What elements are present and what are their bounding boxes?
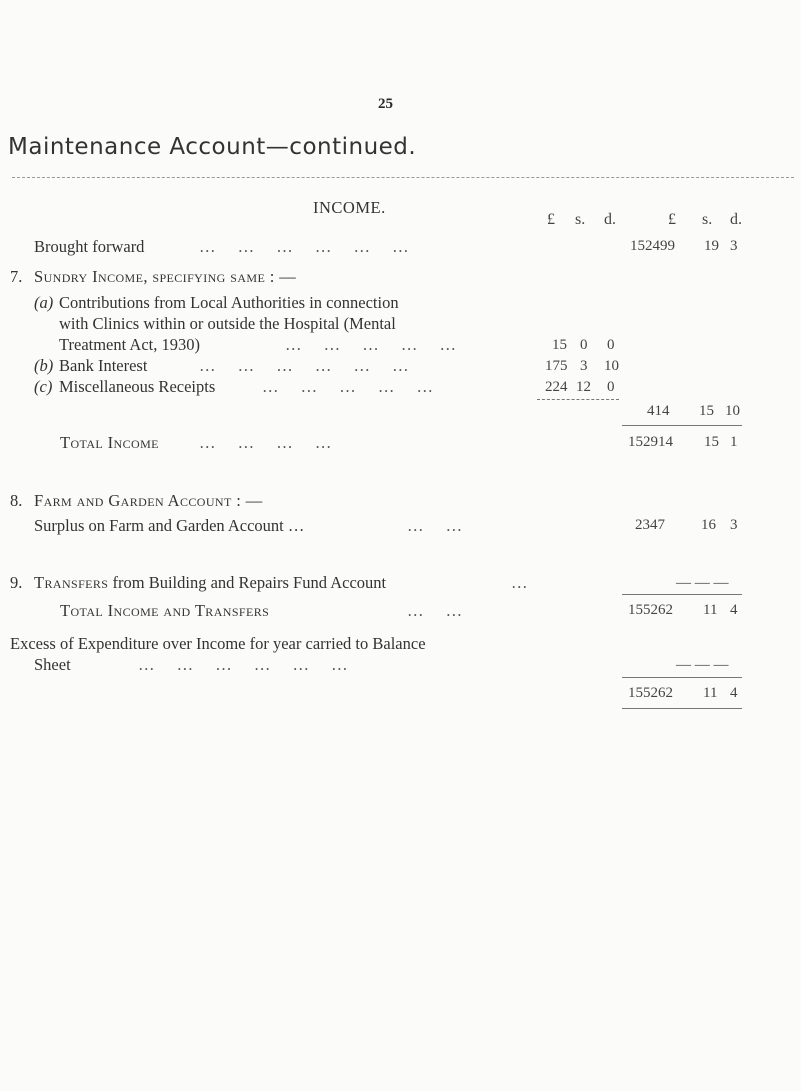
income-heading: INCOME.	[313, 198, 386, 217]
col2-pence-header: d.	[730, 211, 742, 228]
total-transfers-pence: 4	[730, 602, 738, 618]
excess-dots: … … … … … …	[138, 655, 357, 674]
total-income-shillings: 15	[704, 434, 719, 450]
sundry-b-letter: (b)	[34, 356, 54, 375]
grand-total-pounds: 155262	[628, 685, 673, 701]
excess-amount: — — —	[676, 657, 729, 673]
farm-dots: … …	[407, 516, 472, 535]
farm-label: Farm and Garden Account : —	[34, 491, 263, 510]
page-number: 25	[378, 96, 393, 112]
sundry-a-shillings: 0	[580, 337, 588, 353]
sundry-a-line-3: Treatment Act, 1930)	[59, 335, 200, 354]
sundry-a-line-1: Contributions from Local Authorities in connection	[59, 293, 399, 312]
sundry-c-pence: 0	[607, 379, 615, 395]
brought-forward-pounds: 152499	[630, 238, 675, 254]
sundry-label: Sundry Income, specifying same : —	[34, 267, 297, 286]
sundry-subtotal-pounds: 414	[647, 403, 670, 419]
col1-pound-header: £	[547, 211, 555, 228]
total-transfers-rule	[622, 594, 742, 595]
total-income-pence: 1	[730, 434, 738, 450]
sundry-a-letter: (a)	[34, 293, 54, 312]
total-transfers-label: Total Income and Transfers	[60, 601, 270, 620]
sundry-a-pounds: 15	[552, 337, 567, 353]
brought-forward-shillings: 19	[704, 238, 719, 254]
grand-total-shillings: 11	[703, 685, 718, 701]
total-transfers-dots: … …	[407, 601, 472, 620]
farm-pence: 3	[730, 517, 738, 533]
sundry-subtotal-shillings: 15	[699, 403, 714, 419]
total-transfers-pounds: 155262	[628, 602, 673, 618]
transfers-label: Transfers from Building and Repairs Fund Account	[34, 573, 387, 592]
brought-forward-label: Brought forward	[34, 237, 145, 256]
total-transfers-shillings: 11	[703, 602, 718, 618]
farm-number: 8.	[10, 491, 23, 510]
sundry-c-dots: … … … … …	[262, 377, 442, 396]
sundry-b-pounds: 175	[545, 358, 568, 374]
sundry-a-dots: … … … … …	[285, 335, 465, 354]
grand-total-rule-bottom	[622, 708, 742, 709]
excess-line-1: Excess of Expenditure over Income for year carried to Balance	[10, 634, 426, 653]
col2-pound-header: £	[668, 211, 676, 228]
sundry-c-letter: (c)	[34, 377, 53, 396]
sundry-c-line: Miscellaneous Receipts	[59, 377, 216, 396]
col1-shilling-header: s.	[575, 211, 586, 228]
total-income-dots: … … … …	[199, 433, 341, 452]
top-divider	[12, 177, 794, 178]
farm-shillings: 16	[701, 517, 716, 533]
transfers-amount: — — —	[676, 575, 729, 591]
sundry-number: 7.	[10, 267, 23, 286]
farm-pounds: 2347	[635, 517, 665, 533]
total-income-pounds: 152914	[628, 434, 673, 450]
sundry-b-shillings: 3	[580, 358, 588, 374]
total-income-rule	[622, 425, 742, 426]
sundry-subtotal-pence: 10	[725, 403, 740, 419]
excess-line-2: Sheet	[34, 655, 71, 674]
brought-forward-dots: … … … … … …	[199, 237, 418, 256]
sundry-b-line: Bank Interest	[59, 356, 148, 375]
sundry-c-shillings: 12	[576, 379, 591, 395]
transfers-number: 9.	[10, 573, 23, 592]
col1-subtotal-rule	[537, 399, 619, 400]
farm-line: Surplus on Farm and Garden Account …	[34, 516, 305, 535]
sundry-c-pounds: 224	[545, 379, 568, 395]
sundry-b-dots: … … … … … …	[199, 356, 418, 375]
brought-forward-pence: 3	[730, 238, 738, 254]
total-income-label: Total Income	[60, 433, 159, 452]
sundry-a-line-2: with Clinics within or outside the Hospital (Mental	[59, 314, 396, 333]
col2-shilling-header: s.	[702, 211, 713, 228]
sundry-a-pence: 0	[607, 337, 615, 353]
grand-total-pence: 4	[730, 685, 738, 701]
col1-pence-header: d.	[604, 211, 616, 228]
page-title: Maintenance Account—continued.	[8, 134, 417, 160]
sundry-b-pence: 10	[604, 358, 619, 374]
grand-total-rule-top	[622, 677, 742, 678]
transfers-dots: …	[511, 573, 537, 592]
